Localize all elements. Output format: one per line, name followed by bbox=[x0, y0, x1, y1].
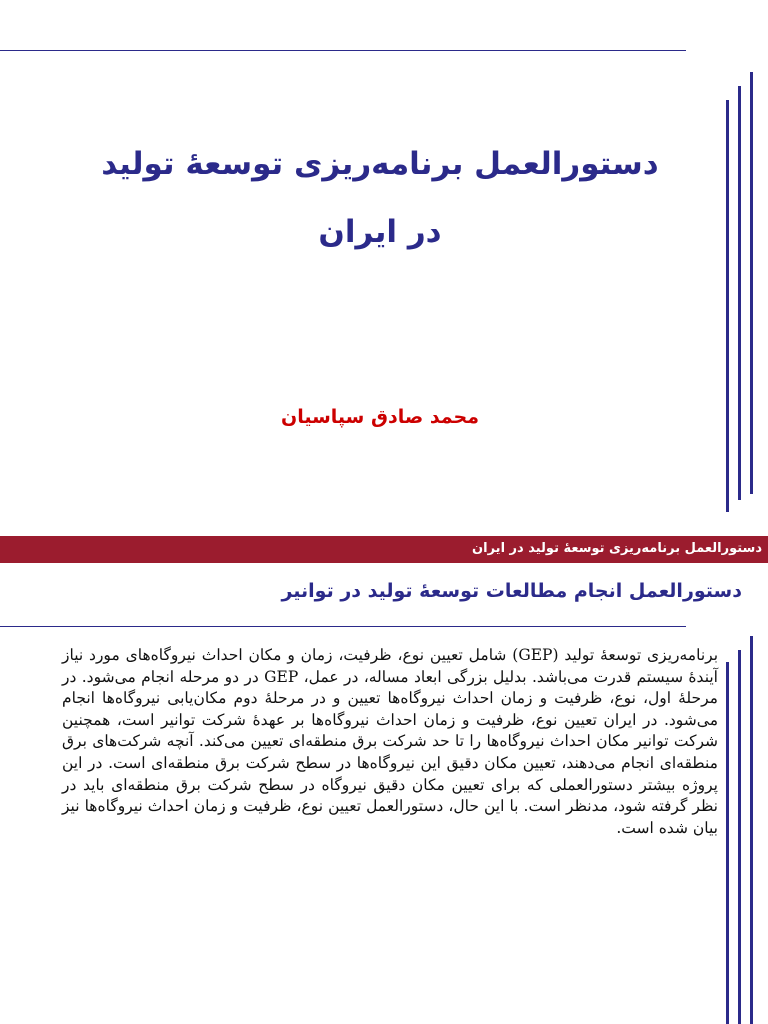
slide-title-line-1: دستورالعمل برنامه‌ریزی توسعۀ تولید bbox=[101, 146, 659, 182]
header-banner-text: دستورالعمل برنامه‌ریزی توسعۀ تولید در ایران bbox=[472, 541, 762, 556]
slide-title bbox=[60, 130, 700, 266]
deco-bar-2 bbox=[738, 86, 741, 500]
deco-bar-3 bbox=[750, 636, 753, 1024]
deco-bar-2 bbox=[738, 650, 741, 1024]
section-title: دستورالعمل انجام مطالعات توسعۀ تولید در توانیر bbox=[281, 580, 742, 602]
slide-title-line-2: در ایران bbox=[318, 214, 442, 250]
deco-bar-1 bbox=[726, 662, 729, 1024]
body-paragraph: برنامه‌ریزی توسعۀ تولید (GEP) شامل تعیین نوع، ظرفیت، زمان و مکان احداث نیروگاه‌های مورد نیاز آیندۀ سیستم قدرت می‌باشد. بدلیل بزرگی ابعاد مساله، در عمل، GEP در دو مرحله انجام می‌شود. در مرحلۀ اول، نوع، ظرفیت و زمان احداث نیروگاه‌ها تعیین و در مرحلۀ دوم مکان‌یابی نیروگاه‌ها انجام می‌شود. در ایران تعیین نوع، ظرفیت و زمان احداث نیروگاه‌ها بر عهدۀ شرکت توانیر است، همچنین شرکت توانیر مکان احداث نیروگاه‌ها را تا حد شرکت برق منطقه‌ای تعیین می‌کند. آنچه شرکت‌های برق منطقه‌ای انجام می‌دهند، تعیین مکان دقیق این نیروگاه‌ها در سطح شرکت برق منطقه‌ای است. در این پروژه بیشتر دستورالعملی که برای تعیین مکان دقیق نیروگاه در سطح شرکت برق منطقه‌ای باید در نظر گرفته شود، مدنظر است. با این حال، دستورالعمل تعیین نوع، ظرفیت و زمان احداث نیروگاه‌ها نیز بیان شده است. bbox=[62, 646, 719, 837]
content-slide bbox=[0, 532, 768, 1024]
deco-bar-3 bbox=[750, 72, 753, 494]
top-rule bbox=[0, 50, 686, 51]
author-name: محمد صادق سپاسیان bbox=[281, 406, 479, 428]
section-rule bbox=[0, 626, 686, 627]
header-banner bbox=[0, 536, 768, 563]
deco-bar-1 bbox=[726, 100, 729, 512]
